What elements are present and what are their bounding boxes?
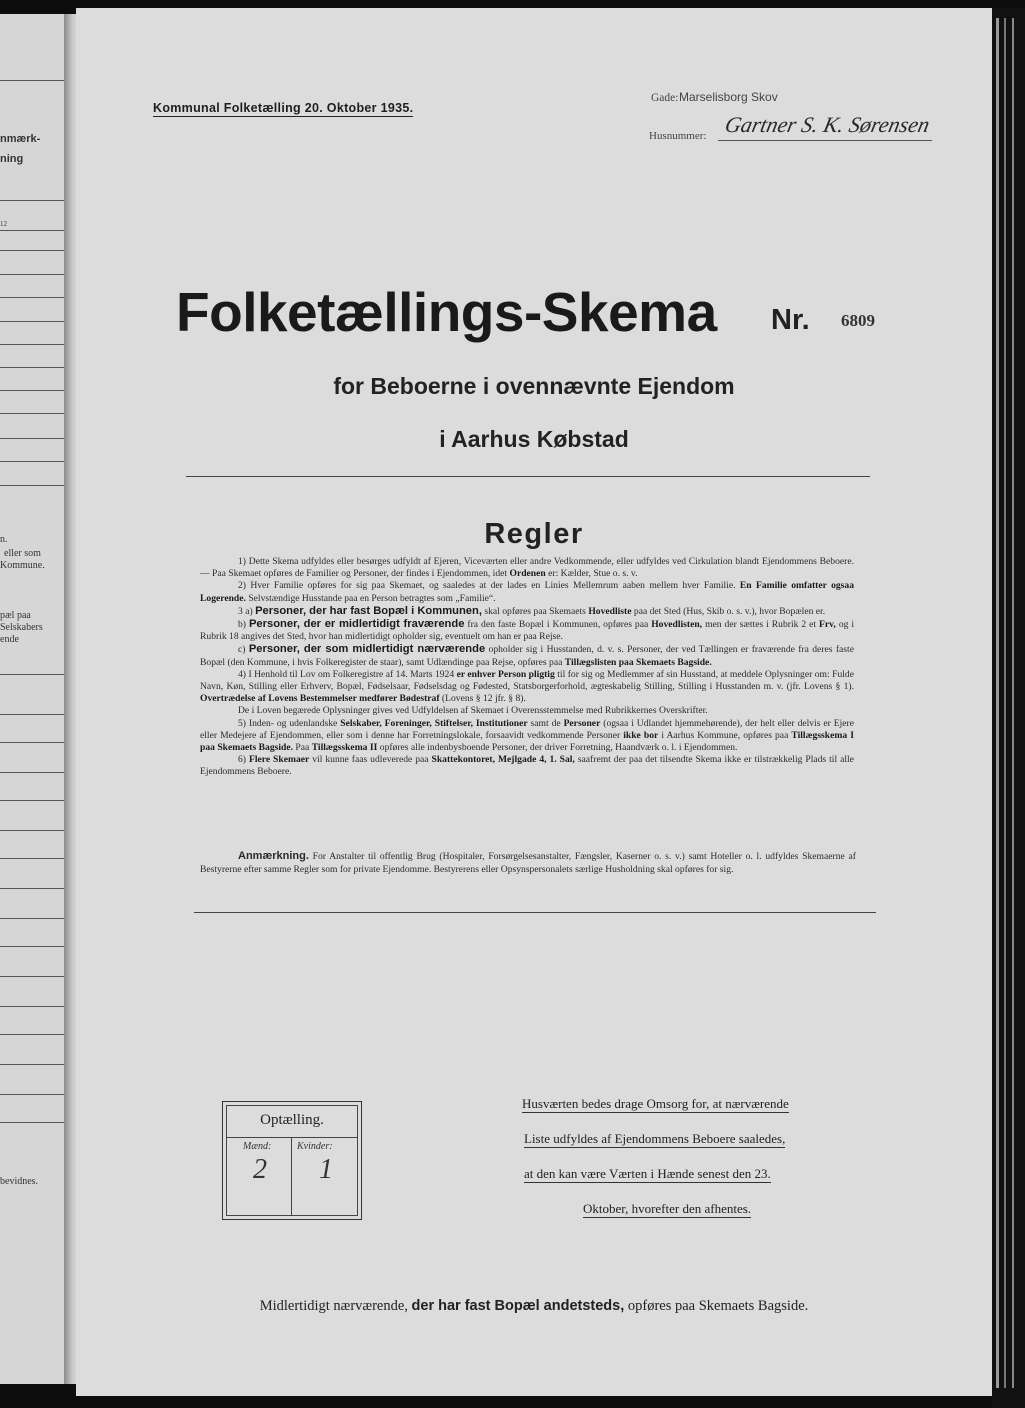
- divider: [194, 912, 876, 913]
- left-fragment: ende: [0, 634, 19, 645]
- husnummer-handwritten-value: Gartner S. K. Sørensen: [718, 112, 938, 141]
- rule-1: 1) Dette Skema udfyldes eller besørges udfyldt af Ejeren, Viceværten eller andre Vedkommende, eller udfyldes ved Cirkulation blandt Ejendommens Beboere. — Paa Skemaet opføres de Familier og Personer, der findes i Ejendommen, idet Ordenen er: Kælder, Stue o. s. v.: [200, 556, 854, 580]
- left-fragment: ning: [0, 153, 24, 165]
- rule-5: 5) Inden- og udenlandske Selskaber, Foreninger, Stiftelser, Institutioner samt de Personer (ogsaa i Udlandet hjemmehørende), der helt eller delvis er Ejere eller Medejere af Ejendommen, eller som i denne har Forretningslokale, forsaavidt vedkommende Personer ikke bor i Aarhus Kommune, opføres paa Tillægsskema I paa Skemaets Bagside. Paa Tillægsskema II opføres alle indenbysboende Personer, der driver Forretning, Haandværk o. l. i Ejendommen.: [200, 717, 855, 754]
- rule-3a: 3 a) Personer, der har fast Bopæl i Kommunen, skal opføres paa Skemaets Hovedliste paa det Sted (Hus, Skib o. s. v.), hvor Bopælen er.: [238, 604, 826, 617]
- footer-part-3: opføres paa Skemaets Bagside.: [627, 1298, 809, 1314]
- kvinder-count: 1: [319, 1154, 333, 1185]
- rule-6: 6) Flere Skemaer vil kunne faas udleverede paa Skattekontoret, Mejlgade 4, 1. Sal, saafremt der paa det tilsendte Skema ikke er tilstrækkelig Plads til alle Ejendommens Beboere.: [200, 754, 854, 778]
- gade-value: Marselisborg Skov: [679, 90, 778, 104]
- kvinder-label: Kvinder:: [297, 1141, 333, 1152]
- left-fragment: Selskabers: [0, 622, 43, 633]
- rule-4: 4) I Henhold til Lov om Folkeregistre af 14. Marts 1924 er enhver Person pligtig til for sig og Medlemmer af sin Husstand, at meddele Oplysninger om: Fulde Navn, Køn, Stilling eller Erhverv, Bopæl, Fødselsaar, Fødselsdag og Fødested, Statsborgerforhold, ægteskabelig Stilling, Stilling i Husstanden m. v. (jfr. Lovens § 1). Overtrædelse af Lovens Bestemmelser medfører Bødestraf (Lovens § 12 jfr. § 8).: [200, 668, 854, 705]
- landlord-line-3: at den kan være Værten i Hænde senest den 23.: [524, 1166, 771, 1181]
- footer-part-1: Midlertidigt nærværende,: [259, 1298, 408, 1314]
- page-edge-stack: [992, 8, 1025, 1408]
- form-subtitle-town: i Aarhus Købstad: [439, 426, 629, 452]
- left-fragment: eller som: [4, 548, 41, 559]
- divider: [186, 476, 870, 477]
- maend-count: 2: [253, 1154, 267, 1185]
- left-fragment: Kommune.: [0, 560, 45, 571]
- census-header-line: Kommunal Folketælling 20. Oktober 1935.: [153, 101, 414, 115]
- rules-heading: Regler: [484, 518, 584, 550]
- left-fragment: pæl paa: [0, 610, 31, 621]
- landlord-line-1: Husværten bedes drage Omsorg for, at nærværende: [522, 1096, 789, 1111]
- gade-label: Gade:: [651, 92, 679, 104]
- footer-notice: [76, 1298, 992, 1315]
- rules-text: [200, 556, 854, 779]
- anmaerkning-text: For Anstalter til offentlig Brug (Hospitaler, Forsørgelsesanstalter, Fængsler, Kaserner o. s. v.) samt Hoteller o. l. udfyldes Skemaerne af Bestyrerne efter samme Regler som for private Ejendomme. Bestyrerens eller Opsynspersonalets særlige Husholdning skal opføres for sig.: [200, 851, 856, 875]
- form-subtitle-residents: for Beboerne i ovennævnte Ejendom: [333, 373, 735, 399]
- landlord-line-2: Liste udfyldes af Ejendommens Beboere saaledes,: [524, 1131, 786, 1146]
- form-title: Folketællings-Skema: [176, 281, 717, 343]
- optaelling-box: [222, 1101, 362, 1220]
- census-form-page: [76, 8, 992, 1396]
- rule-2: 2) Hver Familie opføres for sig paa Skemaet, og saaledes at der lades en Linies Mellemrum aaben mellem hver Familie. En Familie omfatter ogsaa Logerende. Selvstændige Husstande paa en Person betragtes som „Familie“.: [200, 580, 854, 604]
- maend-label: Mænd:: [243, 1141, 272, 1152]
- rule-4-continued: De i Loven begærede Oplysninger gives ved Udfyldelsen af Skemaet i Overensstemmelse med Rubrikkernes Overskrifter.: [238, 705, 708, 717]
- left-fragment: n.: [0, 534, 8, 545]
- left-fragment: bevidnes.: [0, 1176, 39, 1187]
- left-fragment: nmærk-: [0, 133, 41, 145]
- rule-3b: b) Personer, der er midlertidigt fraværende fra den faste Bopæl i Kommunen, opføres paa Hovedlisten, men der sættes i Rubrik 2 et Frv, og i Rubrik 18 angives det Sted, hvor han midlertidigt opholder sig, eventuelt om han er paa Rejse.: [200, 618, 855, 643]
- form-number-value: 6809: [841, 311, 875, 330]
- footer-part-2: der har fast Bopæl andetsteds,: [411, 1298, 625, 1314]
- form-number-label: Nr.: [771, 304, 810, 336]
- optaelling-title: Optælling.: [260, 1112, 324, 1128]
- left-facing-page: [0, 14, 72, 1384]
- anmaerkning-label: Anmærkning.: [238, 850, 309, 862]
- husnummer-label: Husnummer:: [649, 130, 707, 142]
- rule-3c: c) Personer, der som midlertidigt nærværende opholder sig i Husstanden, d. v. s. Personer, der ved Tællingen er fraværende fra deres faste Bopæl (den Kommune, i hvis Folkeregister de staar), samt Udlændinge paa Rejse, opføres paa Tillægslisten paa Skemaets Bagside.: [200, 643, 854, 668]
- landlord-line-4: Oktober, hvorefter den afhentes.: [583, 1201, 752, 1216]
- left-fragment: 12: [0, 220, 7, 228]
- anmaerkning-note: [200, 850, 856, 876]
